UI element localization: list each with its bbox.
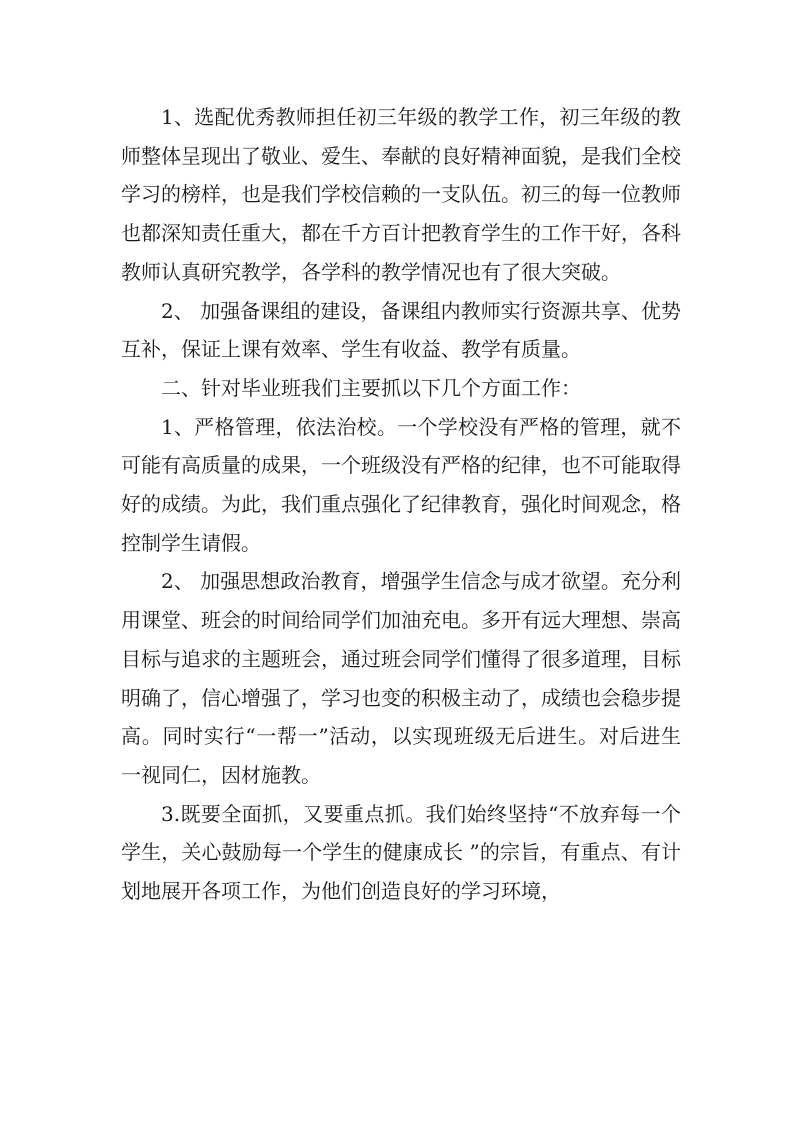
paragraph-comprehensive-focus: 3.既要全面抓，又要重点抓。我们始终坚持“不放弃每一个学生，关心鼓励每一个学生的健康成长 ”的宗旨，有重点、有计划地展开各项工作，为他们创造良好的学习环境， [121, 801, 681, 904]
section-heading-graduating-class: 二、针对毕业班我们主要抓以下几个方面工作： [161, 375, 581, 400]
paragraph-strict-management: 1、严格管理，依法治校。一个学校没有严格的管理，就不可能有高质量的成果，一个班级没有严格的纪律，也不可能取得好的成绩。为此，我们重点强化了纪律教育，强化时间观念，格控制学生请假。 [121, 414, 681, 555]
document-body [121, 98, 681, 911]
paragraph-teacher-selection: 1、选配优秀教师担任初三年级的教学工作，初三年级的教师整体呈现出了敬业、爱生、奉献的良好精神面貌，是我们全校学习的榜样，也是我们学校信赖的一支队伍。初三的每一位教师也都深知责任重大，都在千方百计把教育学生的工作干好，各科教师认真研究教学，各学科的教学情况也有了很大突破。 [121, 105, 681, 284]
paragraph-ideological-education: 2、 加强思想政治教育，增强学生信念与成才欲望。充分利用课堂、班会的时间给同学们加油充电。多开有远大理想、崇高目标与追求的主题班会，通过班会同学们懂得了很多道理，目标明确了，信心增强了，学习也变的积极主动了，成绩也会稳步提高。同时实行“一帮一”活动，以实现班级无后进生。对后进生一视同仁，因材施教。 [121, 569, 681, 787]
paragraph-lesson-prep-group: 2、 加强备课组的建设，备课组内教师实行资源共享、优势互补，保证上课有效率、学生有收益、教学有质量。 [121, 298, 681, 362]
